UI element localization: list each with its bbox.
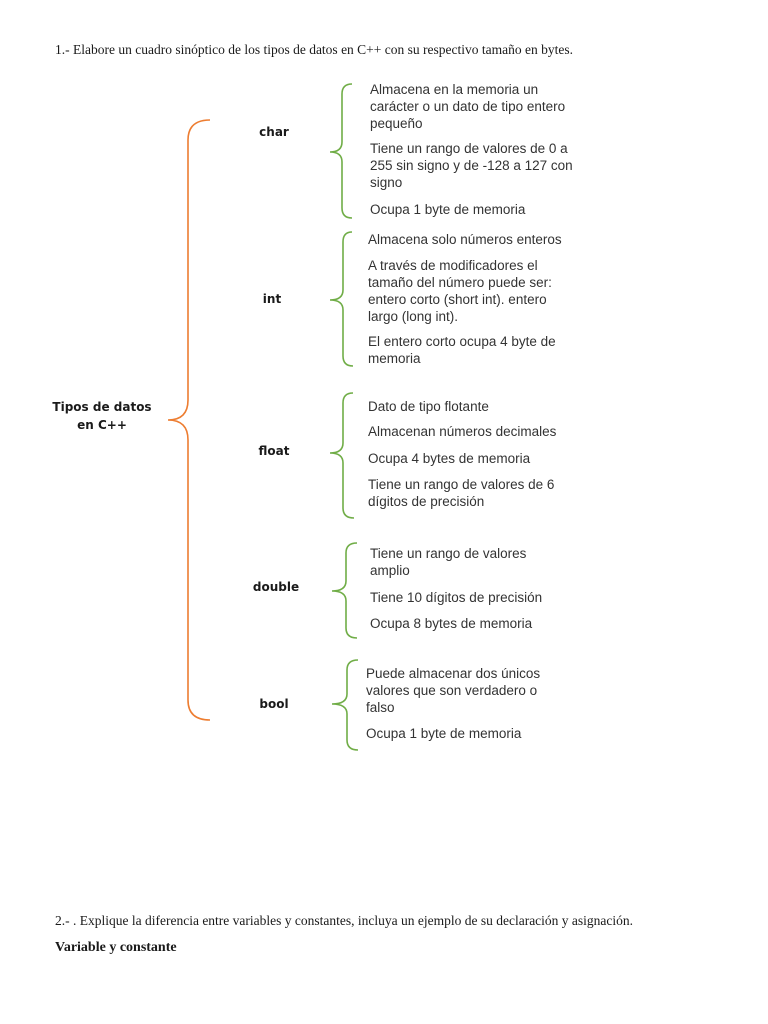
type-label-char: char (259, 125, 289, 139)
bool-item-1: Puede almacenar dos únicos valores que son verdadero o falso (366, 666, 541, 715)
root-label-line2: en C++ (77, 418, 127, 432)
type-label-float: float (258, 444, 290, 458)
float-item-4: Tiene un rango de valores de 6 dígitos de precisión (368, 477, 555, 509)
type-label-bool: bool (259, 697, 289, 711)
int-item-2: A través de modificadores el tamaño del número puede ser: entero corto (short int). entero largo (long int). (368, 258, 552, 324)
int-item-3: El entero corto ocupa 4 byte de memoria (368, 334, 556, 366)
brace-char (330, 84, 352, 218)
brace-int (330, 232, 353, 366)
bool-item-2: Ocupa 1 byte de memoria (366, 726, 522, 741)
char-item-2: Tiene un rango de valores de 0 a 255 sin signo y de -128 a 127 con signo (370, 141, 573, 190)
root-label-line1: Tipos de datos (52, 400, 152, 414)
double-item-1: Tiene un rango de valores amplio (370, 546, 527, 578)
question-2: 2.- . Explique la diferencia entre variables y constantes, incluya un ejemplo de su declaración y asignación. (55, 913, 634, 928)
double-item-3: Ocupa 8 bytes de memoria (370, 616, 533, 631)
float-item-3: Ocupa 4 bytes de memoria (368, 451, 531, 466)
subheading-variable-constante: Variable y constante (55, 940, 177, 955)
type-label-double: double (252, 580, 300, 594)
float-item-1: Dato de tipo flotante (368, 399, 489, 414)
root-label (47, 398, 157, 434)
brace-float (330, 393, 354, 518)
char-item-1: Almacena en la memoria un carácter o un dato de tipo entero pequeño (370, 82, 566, 131)
char-item-3: Ocupa 1 byte de memoria (370, 202, 526, 217)
float-item-2: Almacenan números decimales (368, 424, 557, 439)
brace-bool (332, 660, 358, 750)
type-label-int: int (262, 292, 282, 306)
main-brace (168, 120, 210, 720)
brace-double (332, 543, 357, 638)
question-1: 1.- Elabore un cuadro sinóptico de los tipos de datos en C++ con su respectivo tamaño en bytes. (55, 42, 573, 57)
double-item-2: Tiene 10 dígitos de precisión (370, 590, 543, 605)
int-item-1: Almacena solo números enteros (368, 232, 562, 247)
